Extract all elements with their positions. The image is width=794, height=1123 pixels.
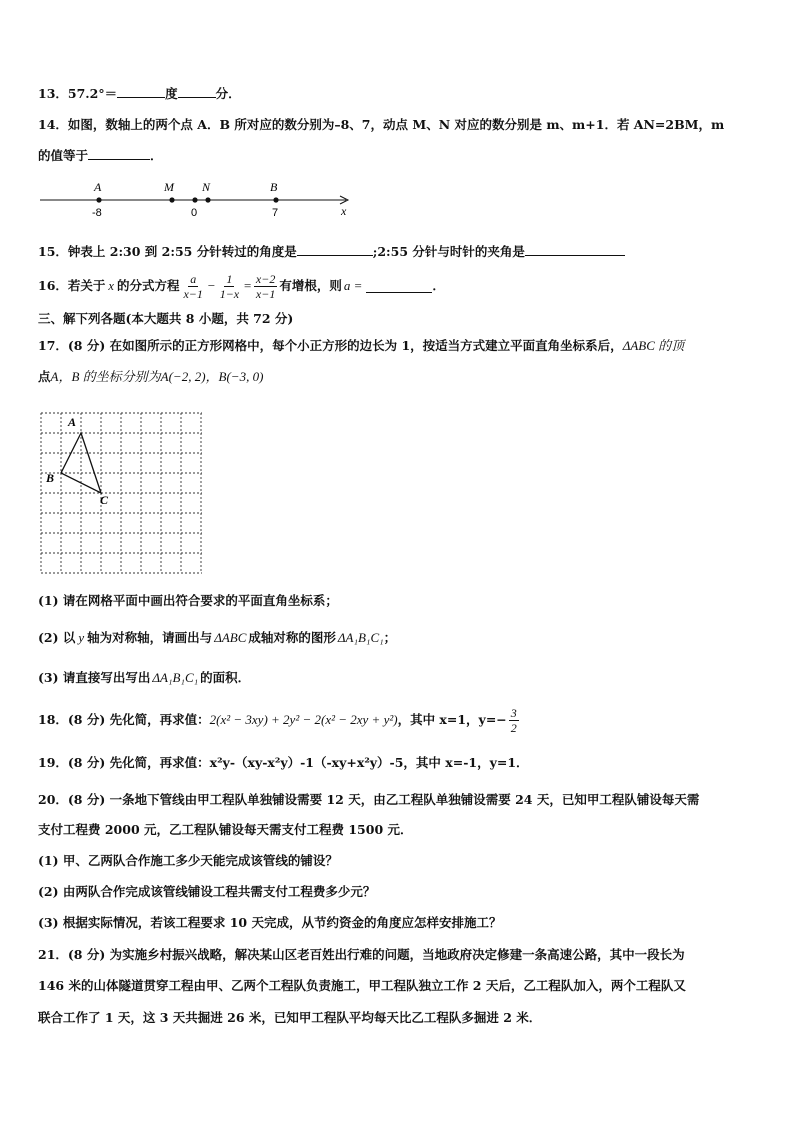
point-a bbox=[96, 197, 101, 202]
point-b bbox=[273, 197, 278, 202]
question-20-line2: 支付工程费 2000 元，乙工程队铺设每天需支付工程费 1500 元． bbox=[38, 822, 413, 837]
fraction: $\frac{a}{x-1}$ bbox=[183, 271, 203, 301]
answer-blank bbox=[88, 147, 150, 160]
grid-figure bbox=[38, 410, 210, 576]
question-15: 15．钟表上 2:30 到 2:55 分针转过的角度是 ;2:55 分针与时针的夹角是 bbox=[38, 243, 625, 260]
grid-lines bbox=[41, 413, 202, 573]
question-20-part1: (1) 甲、乙两队合作施工多少天能完成该管线的铺设？ bbox=[38, 853, 338, 868]
axis-label-x: x bbox=[341, 204, 347, 218]
section-heading: 三、解下列各题(本大题共 8 小题，共 72 分) bbox=[38, 311, 294, 326]
question-13: 13．57.2°＝ 度 分． bbox=[38, 86, 241, 101]
answer-blank bbox=[297, 243, 373, 256]
label-n: N bbox=[202, 180, 211, 194]
question-21-line2: 146 米的山体隧道贯穿工程由甲、乙两个工程队负责施工，甲工程队独立工作 2 天后，乙工程队加入，两个工程队又 bbox=[38, 978, 686, 993]
question-21-line3: 联合工作了 1 天，这 3 天共掘进 26 米，已知甲工程队平均每天比乙工程队多掘进 2 米． bbox=[38, 1010, 542, 1025]
vertex-label-a: A bbox=[68, 415, 77, 429]
question-17-part3: (3) 请直接写出写出 ΔA₁B₁C₁ 的面积． bbox=[38, 670, 251, 685]
point-n bbox=[205, 197, 210, 202]
point-m bbox=[169, 197, 174, 202]
fraction: $\frac{3}{2}$ bbox=[510, 705, 517, 735]
fraction: $\frac{1}{1-x}$ bbox=[219, 271, 240, 301]
point-zero bbox=[192, 197, 197, 202]
question-14-line2: 的值等于 ． bbox=[38, 148, 163, 163]
question-16: 16．若关于 x 的分式方程 $\frac{a}{x-1}$ − $\frac{1}{1-x}$ = $\frac{x-2}{x-1}$ 有增根，则 a = ． bbox=[38, 271, 445, 301]
tick-seven: 7 bbox=[272, 207, 279, 219]
question-17-part1: (1) 请在网格平面中画出符合要求的平面直角坐标系； bbox=[38, 593, 338, 608]
question-17-line1: 17．(8 分) 在如图所示的正方形网格中，每个小正方形的边长为 1，按适当方式建立平面直角坐标系后，ΔABC 的顶 bbox=[38, 338, 685, 353]
question-14-line1: 14．如图，数轴上的两个点 A．B 所对应的数分别为–8、7，动点 M、N 对应的数分别是 m、m+1．若 AN=2BM，m bbox=[38, 117, 725, 132]
label-b: B bbox=[270, 180, 278, 194]
vertex-label-c: C bbox=[100, 493, 109, 507]
question-17-line2: 点A，B 的坐标分别为A(−2, 2)，B(−3, 0) bbox=[38, 369, 264, 384]
question-18: 18．(8 分) 先化简，再求值： 2(x² − 3xy) + 2y² − 2(x² − 2xy + y²) ，其中 x=1，y=− $\frac{3}{2}$ bbox=[38, 705, 517, 735]
question-21-line1: 21．(8 分) 为实施乡村振兴战略，解决某山区老百姓出行难的问题，当地政府决定修建一条高速公路，其中一段长为 bbox=[38, 947, 685, 962]
answer-blank bbox=[178, 85, 216, 98]
question-19: 19．(8 分) 先化简，再求值：x²y-（xy-x²y）-1（-xy+x²y）-5，其中 x=-1，y=1． bbox=[38, 755, 529, 770]
answer-blank bbox=[366, 280, 432, 293]
answer-blank bbox=[525, 243, 625, 256]
tick-zero: 0 bbox=[191, 207, 198, 219]
tick-minus8: -8 bbox=[92, 207, 102, 219]
question-20-part3: (3) 根据实际情况，若该工程要求 10 天完成，从节约资金的角度应怎样安排施工？ bbox=[38, 915, 502, 930]
question-20-line1: 20．(8 分) 一条地下管线由甲工程队单独铺设需要 12 天，由乙工程队单独铺设需要 24 天，已知甲工程队铺设每天需 bbox=[38, 792, 700, 807]
label-m: M bbox=[164, 180, 174, 194]
vertex-label-b: B bbox=[46, 471, 55, 485]
fraction: $\frac{x-2}{x-1}$ bbox=[255, 271, 276, 301]
question-17-part2: (2) 以 y 轴为对称轴，请画出与 ΔABC 成轴对称的图形 ΔA₁B₁C₁； bbox=[38, 630, 397, 645]
question-20-part2: (2) 由两队合作完成该管线铺设工程共需支付工程费多少元？ bbox=[38, 884, 376, 899]
answer-blank bbox=[117, 85, 165, 98]
number-line-figure bbox=[38, 178, 358, 220]
label-a: A bbox=[94, 180, 102, 194]
